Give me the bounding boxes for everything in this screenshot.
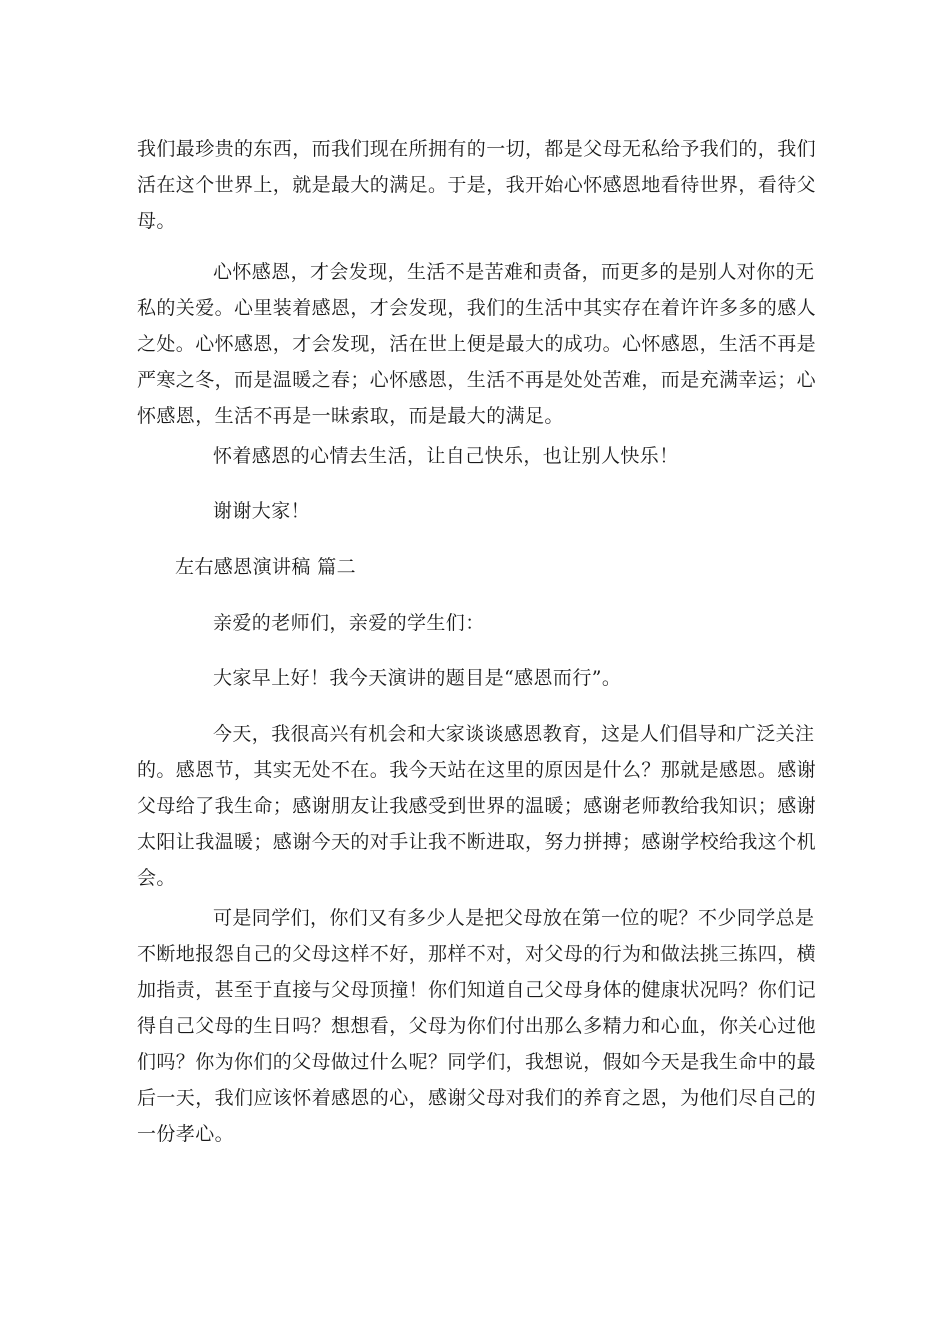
paragraph-thanks: 谢谢大家！ [213, 500, 311, 522]
paragraph-live-with-gratitude: 怀着感恩的心情去生活，让自己快乐，也让别人快乐！ [213, 445, 679, 467]
paragraph-gratitude-discovery: 心怀感恩，才会发现，生活不是苦难和责备，而更多的是别人对你的无私的关爱。心里装着感恩，才会发现，我们的生活中其实存在着许许多多的感人之处。心怀感恩，才会发现，活在世上便是最大的成功。心怀感恩，生活不再是严寒之冬，而是温暖之春；心怀感恩，生活不再是处处苦难，而是充满幸运；心怀感恩，生活不再是一昧索取，而是最大的满足。 [137, 261, 817, 427]
section-heading: 左右感恩演讲稿 篇二 [175, 556, 357, 578]
paragraph-greeting: 大家早上好！我今天演讲的题目是“感恩而行”。 [213, 667, 622, 689]
paragraph-gratitude-education: 今天，我很高兴有机会和大家谈谈感恩教育，这是人们倡导和广泛关注的。感恩节，其实无处不在。我今天站在这里的原因是什么？那就是感恩。感谢父母给了我生命；感谢朋友让我感受到世界的温暖；感谢老师教给我知识；感谢太阳让我温暖；感谢今天的对手让我不断进取，努力拼搏；感谢学校给我这个机会。 [137, 723, 817, 889]
paragraph-continuation: 我们最珍贵的东西，而我们现在所拥有的一切，都是父母无私给予我们的，我们活在这个世界上，就是最大的满足。于是，我开始心怀感恩地看待世界，看待父母。 [137, 138, 817, 232]
paragraph-salutation: 亲爱的老师们，亲爱的学生们： [213, 612, 485, 634]
paragraph-parents: 可是同学们，你们又有多少人是把父母放在第一位的呢？不少同学总是不断地报怨自己的父母这样不好，那样不对，对父母的行为和做法挑三拣四，横加指责，甚至于直接与父母顶撞！你们知道自己父母身体的健康状况吗？你们记得自己父母的生日吗？想想看，父母为你们付出那么多精力和心血，你关心过他们吗？你为你们的父母做过什么呢？同学们，我想说，假如今天是我生命中的最后一天，我们应该怀着感恩的心，感谢父母对我们的养育之恩，为他们尽自己的一份孝心。 [137, 907, 817, 1145]
